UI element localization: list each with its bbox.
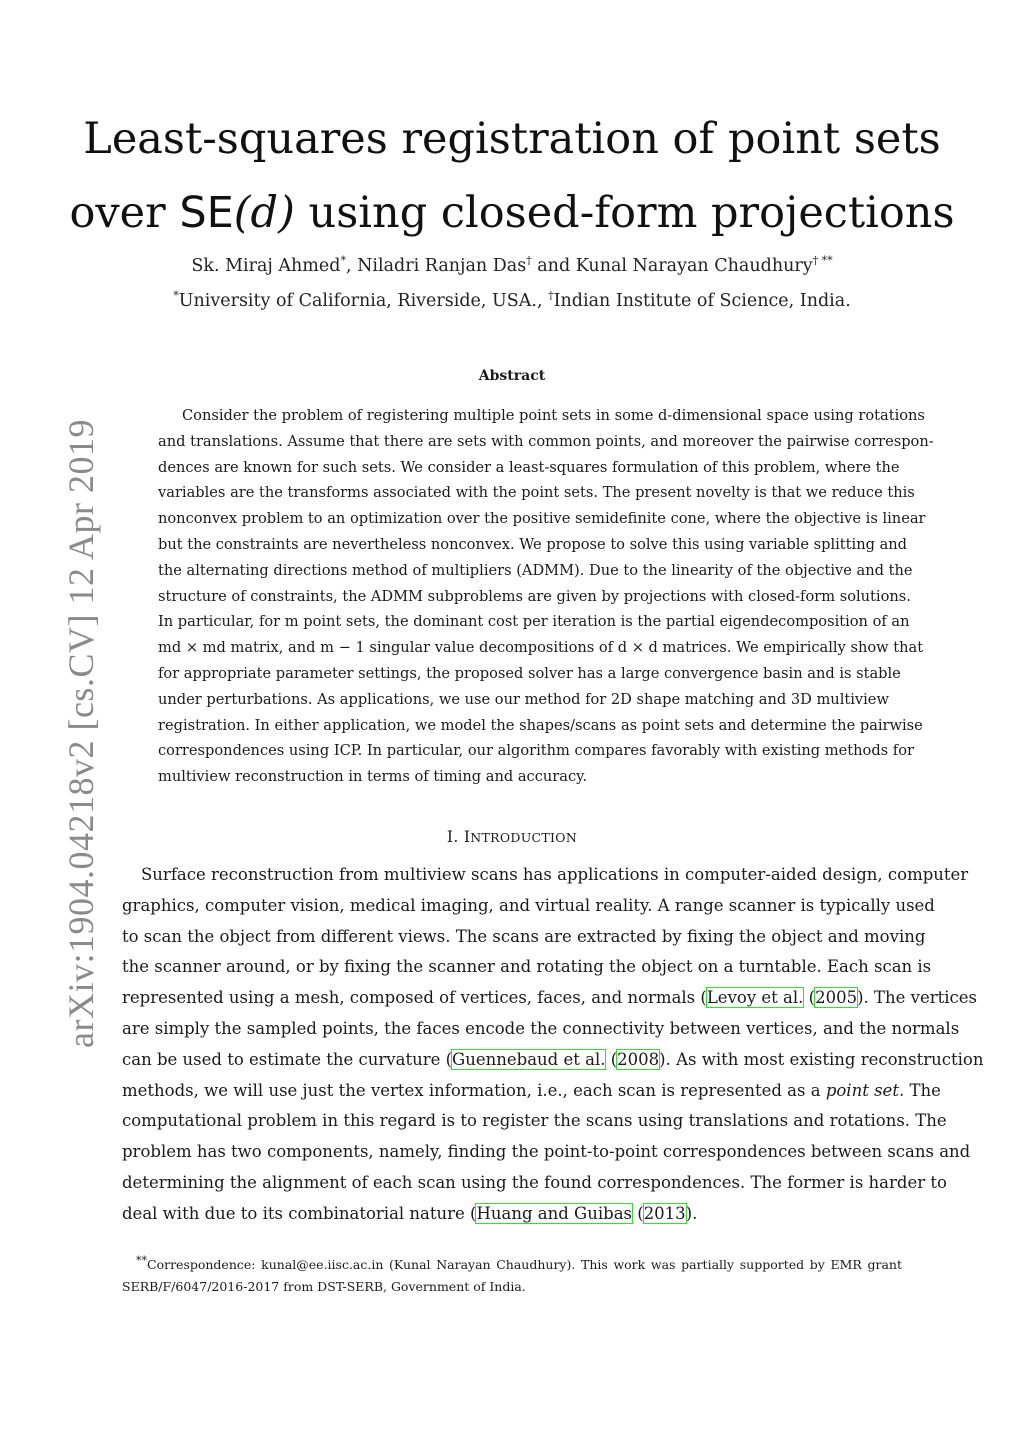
abstract-line: registration. In either application, we model the shapes/scans as point sets and determine the pairwise — [158, 716, 923, 734]
body-line: computational problem in this regard is to register the scans using translations and rotations. The — [122, 1111, 947, 1131]
author-list: Sk. Miraj Ahmed*, Niladri Ranjan Das† and Kunal Narayan Chaudhury† ** — [191, 254, 833, 276]
author-2: Niladri Ranjan Das — [357, 256, 527, 276]
abstract-line: structure of constraints, the ADMM subproblems are given by projections with closed-form solutions. — [158, 587, 911, 605]
introduction-body — [122, 860, 984, 1230]
section-heading-introduction: I. INTRODUCTION — [446, 828, 578, 846]
abstract-line: In particular, for m point sets, the dominant cost per iteration is the partial eigendecomposition of an — [158, 613, 910, 631]
se-math-symbol: SE — [179, 188, 234, 238]
footnote-line: **Correspondence: kunal@ee.iisc.ac.in (Kunal Narayan Chaudhury). This work was partially supported by EMR grant — [136, 1253, 902, 1272]
abstract-line: but the constraints are nevertheless nonconvex. We propose to solve this using variable splitting and — [158, 535, 908, 553]
citation-year-link-levoy[interactable]: 2005 — [815, 988, 858, 1008]
abstract-line: nonconvex problem to an optimization over the positive semidefinite cone, where the objective is linear — [158, 510, 926, 528]
abstract-line: the alternating directions method of multipliers (ADMM). Due to the linearity of the objective and the — [158, 561, 913, 579]
body-line: deal with due to its combinatorial nature (Huang and Guibas (2013). — [122, 1203, 698, 1223]
footnote-line: SERB/F/6047/2016-2017 from DST-SERB, Government of India. — [122, 1279, 526, 1294]
abstract-line: multiview reconstruction in terms of timing and accuracy. — [158, 768, 588, 786]
abstract-heading: Abstract — [478, 368, 546, 384]
body-line: are simply the sampled points, the faces encode the connectivity between vertices, and the normals — [122, 1018, 960, 1038]
abstract-line: and translations. Assume that there are sets with common points, and moreover the pairwise correspon- — [158, 432, 934, 450]
abstract-line: dences are known for such sets. We consider a least-squares formulation of this problem, where the — [158, 458, 900, 476]
citation-link-levoy[interactable]: Levoy et al. — [706, 988, 804, 1008]
body-line: the scanner around, or by fixing the scanner and rotating the object on a turntable. Each scan is — [122, 957, 932, 977]
author-1: Sk. Miraj Ahmed — [191, 256, 341, 276]
footnote — [122, 1254, 902, 1298]
affiliations: *University of California, Riverside, USA., †Indian Institute of Science, India. — [173, 289, 851, 311]
body-line: determining the alignment of each scan using the found correspondences. The former is harder to — [122, 1172, 947, 1192]
body-line: can be used to estimate the curvature (Guennebaud et al. (2008). As with most existing reconstruction — [122, 1049, 984, 1069]
citation-year-link-huang[interactable]: 2013 — [643, 1203, 686, 1223]
body-line: graphics, computer vision, medical imaging, and virtual reality. A range scanner is typically used — [122, 895, 935, 915]
body-line: problem has two components, namely, finding the point-to-point correspondences between scans and — [122, 1142, 971, 1162]
abstract-line: for appropriate parameter settings, the proposed solver has a large convergence basin and is stable — [158, 664, 901, 682]
title-line-1: Least-squares registration of point sets — [83, 114, 941, 164]
paper-title — [0, 102, 1024, 250]
body-line: methods, we will use just the vertex information, i.e., each scan is represented as a point set. The — [122, 1080, 941, 1100]
abstract-line: Consider the problem of registering multiple point sets in some d-dimensional space using rotations — [182, 407, 925, 424]
abstract-line: correspondences using ICP. In particular, our algorithm compares favorably with existing methods for — [158, 742, 914, 760]
emphasis-point-set: point set — [825, 1080, 899, 1100]
abstract-body — [158, 403, 934, 790]
abstract-line: md × md matrix, and m − 1 singular value decompositions of d × d matrices. We empirically show that — [158, 639, 924, 657]
citation-year-link-guennebaud[interactable]: 2008 — [617, 1049, 660, 1069]
body-line: represented using a mesh, composed of vertices, faces, and normals (Levoy et al. (2005). The vertices — [122, 988, 978, 1008]
title-line-2: over SE(d) using closed-form projections — [69, 188, 955, 238]
citation-link-huang[interactable]: Huang and Guibas — [476, 1203, 632, 1223]
abstract-line: variables are the transforms associated with the point sets. The present novelty is that we reduce this — [158, 484, 915, 502]
citation-link-guennebaud[interactable]: Guennebaud et al. — [452, 1049, 606, 1069]
author-3: Kunal Narayan Chaudhury — [575, 256, 813, 276]
body-line: to scan the object from different views. The scans are extracted by fixing the object and moving — [122, 926, 926, 946]
abstract-line: under perturbations. As applications, we use our method for 2D shape matching and 3D multiview — [158, 690, 889, 708]
arxiv-sidebar-stamp: arXiv:1904.04218v2 [cs.CV] 12 Apr 2019 — [61, 419, 101, 1048]
body-line: Surface reconstruction from multiview scans has applications in computer-aided design, computer — [141, 865, 969, 884]
